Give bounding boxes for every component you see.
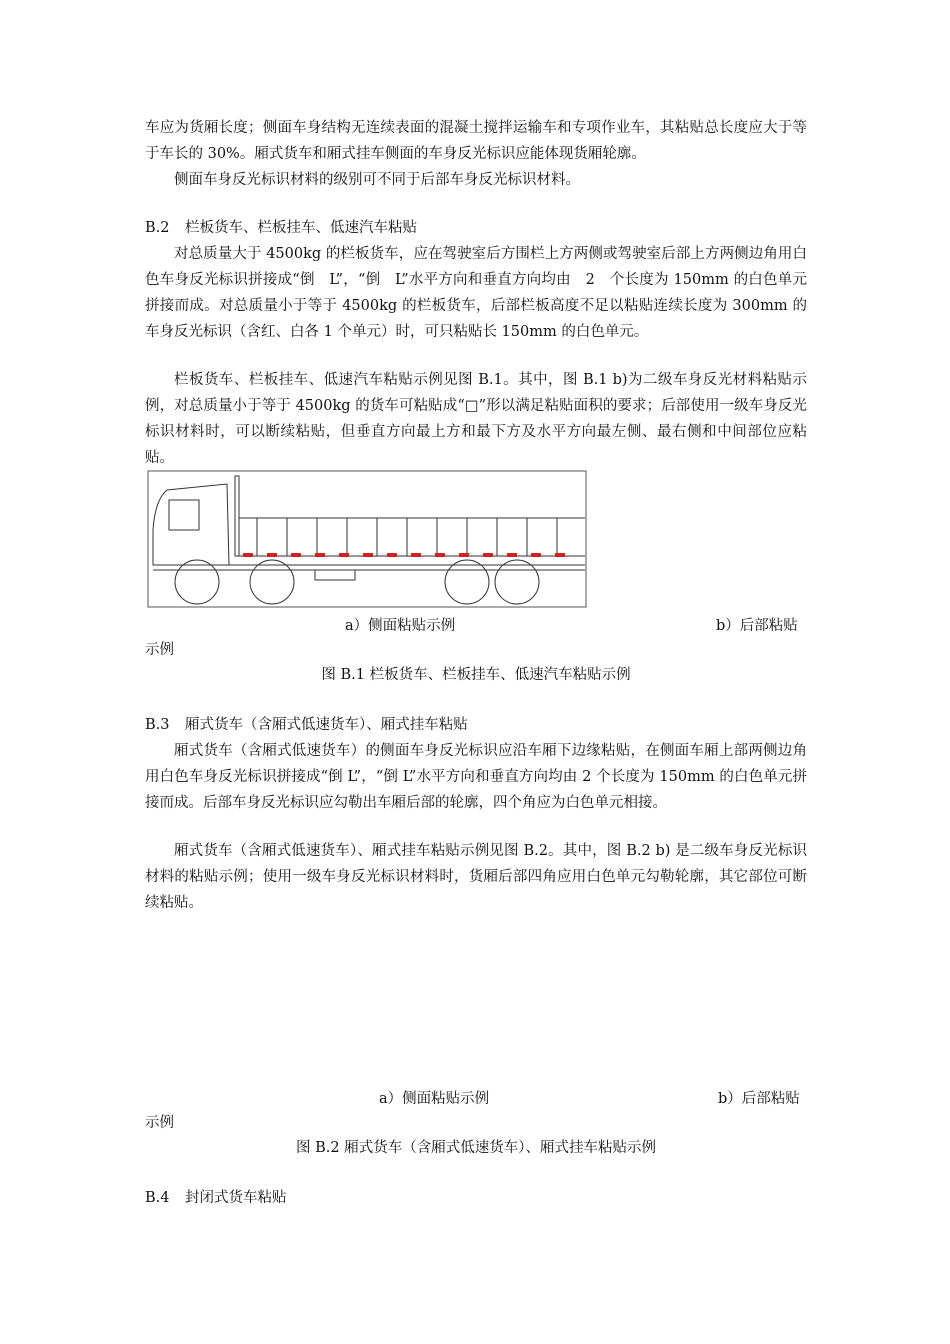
section-number: B.2	[145, 220, 170, 236]
section-heading-b3	[145, 712, 468, 738]
section-title: 栏板货车、栏板挂车、低速汽车粘贴	[185, 220, 417, 236]
figure-frame	[148, 471, 586, 607]
figure-b1-caption: 图 B.1 栏板货车、栏板挂车、低速汽车粘贴示例	[321, 667, 631, 683]
wheel-rear-1	[445, 560, 489, 604]
section-heading-b4	[145, 1185, 287, 1211]
paragraph-intro-2: 侧面车身反光标识材料的级别可不同于后部车身反光标识材料。	[174, 172, 580, 188]
section-title: 厢式货车（含厢式低速货车）、厢式挂车粘贴	[185, 717, 468, 733]
section-number: B.3	[145, 717, 170, 733]
figure-b2-label-a: a）侧面粘贴示例	[379, 1091, 490, 1107]
paragraph-b3-1: 厢式货车（含厢式低速货车）的侧面车身反光标识应沿车厢下边缘粘贴，在侧面车厢上部两侧边角用白色车身反光标识拼接成“倒 L”，“倒 L”水平方向和垂直方向均由 2 个长度为 150mm 的白色单元拼接而成。后部车身反光标识应勾勒出车厢后部的轮廓，四个角应为白色单元相接。	[145, 743, 807, 811]
fuel-tank	[315, 570, 355, 580]
paragraph-b3-2: 厢式货车（含厢式低速货车）、厢式挂车粘贴示例见图 B.2。其中，图 B.2 b) 是二级车身反光标识材料的粘贴示例；使用一级车身反光标识材料时，货厢后部四角应用白色单元勾勒轮廓，其它部位可断续粘贴。	[145, 843, 807, 911]
cab-window	[169, 500, 199, 530]
wheel-front	[175, 560, 219, 604]
flatbed-truck-side-figure	[147, 470, 587, 608]
figure-b1-label-a: a）侧面粘贴示例	[345, 618, 456, 634]
figure-b2-caption: 图 B.2 厢式货车（含厢式低速货车）、厢式挂车粘贴示例	[296, 1140, 656, 1156]
paragraph-b2-2: 栏板货车、栏板挂车、低速汽车粘贴示例见图 B.1。其中，图 B.1 b)为二级车身反光材料粘贴示例，对总质量小于等于 4500kg 的货车可粘贴成“□”形以满足粘贴面积的要求；后部使用一级车身反光标识材料时，可以断续粘贴，但垂直方向最上方和最下方及水平方向最左侧、最右侧和中间部位应粘贴。	[145, 372, 807, 466]
section-heading-b2	[145, 215, 417, 241]
paragraph-intro-1: 车应为货厢长度；侧面车身结构无连续表面的混凝土搅拌运输车和专项作业车，其粘贴总长度应大于等于车长的 30%。厢式货车和厢式挂车侧面的车身反光标识应能体现货厢轮廓。	[145, 120, 807, 162]
cargo-posts	[257, 518, 557, 556]
wheel-mid	[250, 560, 294, 604]
section-number: B.4	[145, 1190, 170, 1206]
figure-b2-label-b: b）后部粘贴	[718, 1091, 800, 1107]
figure-b1-label-wrap: 示例	[145, 642, 174, 658]
truck-cab	[153, 484, 229, 565]
exhaust-stack	[235, 476, 239, 556]
figure-b2-label-wrap: 示例	[145, 1115, 174, 1131]
wheel-rear-2	[495, 560, 539, 604]
section-title: 封闭式货车粘贴	[185, 1190, 287, 1206]
paragraph-b2-1: 对总质量大于 4500kg 的栏板货车，应在驾驶室后方围栏上方两侧或驾驶室后部上方两侧边角用白色车身反光标识拼接成“倒 L”，“倒 L”水平方向和垂直方向均由 2 个长度为 150mm 的白色单元拼接而成。对总质量小于等于 4500kg 的栏板货车，后部栏板高度不足以粘贴连续长度为 300mm 的车身反光标识（含红、白各 1 个单元）时，可只粘贴长 150mm 的白色单元。	[145, 246, 807, 340]
figure-b1-label-b: b）后部粘贴	[716, 618, 798, 634]
